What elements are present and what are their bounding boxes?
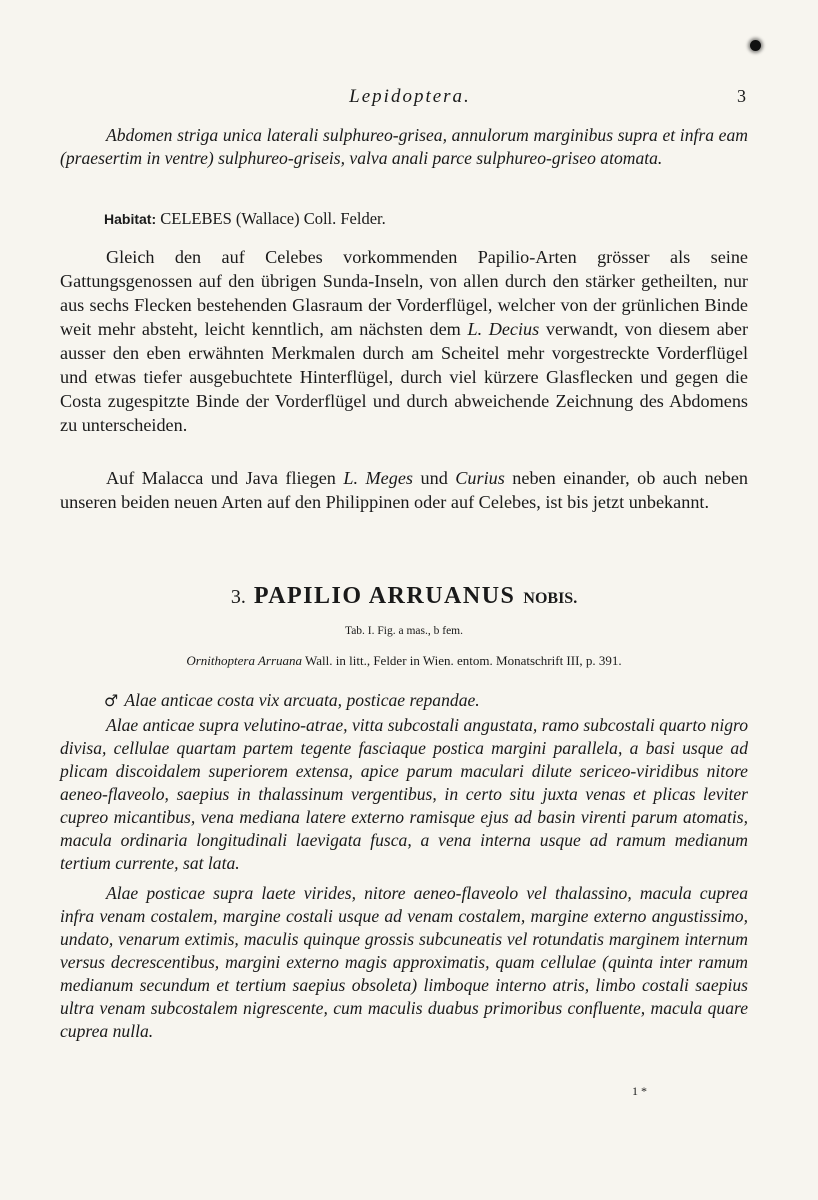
synonym-rest: Wall. in litt., Felder in Wien. entom. Monatschrift III, p. 391. — [305, 653, 622, 668]
species-heading — [60, 583, 748, 610]
running-header: Lepidoptera. — [349, 86, 471, 107]
german1-species: L. Decius — [467, 319, 540, 339]
german2-species-1: L. Meges — [343, 468, 414, 488]
german1-text-b: verwandt, von diesem aber ausser den eben erwähnten Merkmalen durch am Scheitel mehr vorgestreckte Vorderflügel und etwas tiefer ausgebuchtete Hinterflügel, durch viel kürzere Glasflecken und gegen die Costa zugespitzte Binde der Vorderflügel und durch abweichende Zeichnung des Abdomens zu unterscheiden. — [60, 319, 749, 435]
male-symbol-icon: ♂ — [104, 691, 119, 710]
species-name: PAPILIO ARRUANUS — [253, 583, 516, 609]
habitat-text: CELEBES (Wallace) Coll. Felder. — [160, 209, 386, 228]
plate-reference: Tab. I. Fig. a mas., b fem. — [344, 625, 463, 637]
latin-description-paragraph: Abdomen striga unica laterali sulphureo-grisea, annulorum marginibus supra et infra eam (praesertim in ventre) sulphureo-griseis, valva anali parce sulphureo-griseo atomata. — [60, 125, 748, 168]
species-author: NOBIS. — [523, 590, 578, 607]
german2-text-b: und — [420, 468, 448, 488]
short-diagnosis-text: Alae anticae costa vix arcuata, posticae repandae. — [124, 690, 480, 710]
species-number: 3. — [230, 586, 246, 608]
forewing-description: Alae anticae supra velutino-atrae, vitta subcostali angustata, ramo subcostali quarto nigro divisa, cellulae quartam partem tegente fasciaque postica margini parallela, a basi usque ad plicam discoidalem superiorem extensa, apice parum maculari dilute sericeo-viridibus nitore aeneo-flaveolo, saepius in thalassinum vergentibus, in certo situ juxta venas et plicas leviter cupreo micantibus, vena mediana latere externo ramisque ejus ad basin virenti parum atomatis, macula ordinaria longitudinali laevigata fusca, a vena interna usque ad ramum medianum tertium currente, sat lata. — [60, 715, 748, 873]
synonym-genus: Ornithoptera Arruana — [186, 653, 303, 668]
german-paragraph-2 — [60, 466, 748, 514]
german2-species-2: Curius — [455, 468, 505, 488]
signature-mark: 1 * — [632, 1084, 647, 1098]
habitat-line — [104, 207, 744, 231]
german2-text-c: neben einander, ob auch neben unseren beiden neuen Arten auf den Philippinen oder auf Celebes, ist bis jetzt unbekannt. — [60, 468, 749, 512]
hindwing-description: Alae posticae supra laete virides, nitore aeneo-flaveolo vel thalassino, macula cuprea infra venam costalem, margine costali usque ad venam costalem, margine externo angustissimo, undato, venarum extimis, maculis quinque grossis subcuneatis vel rotundatis marginem internum versus decrescentibus, margini externo magis approximatis, quam cellulae (quinta inter ramum medianum secundum et tertium saepius obsoleta) limboque interno atris, limbo costali saepius ultra venam subcostalem nigrescente, cum maculis duabus primoribus confluente, macula quare cuprea nulla. — [60, 883, 748, 1041]
synonym-citation — [60, 653, 748, 669]
german2-text-a: Auf Malacca und Java fliegen — [106, 468, 336, 488]
short-diagnosis — [104, 688, 744, 713]
german-paragraph-1 — [60, 245, 748, 437]
habitat-label: Habitat: — [104, 211, 157, 227]
page-number: 3 — [737, 86, 746, 106]
ink-blot — [750, 40, 761, 51]
german1-text-a: Gleich den auf Celebes vorkommenden Papilio-Arten grösser als seine Gattungsgenossen auf den übrigen Sunda-Inseln, von allen durch den stärker getheilten, nur aus sechs Flecken bestehenden Glasraum der Vorderflügel, welcher von der grünlichen Binde weit mehr absteht, leicht kenntlich, am nächsten dem — [60, 247, 748, 339]
